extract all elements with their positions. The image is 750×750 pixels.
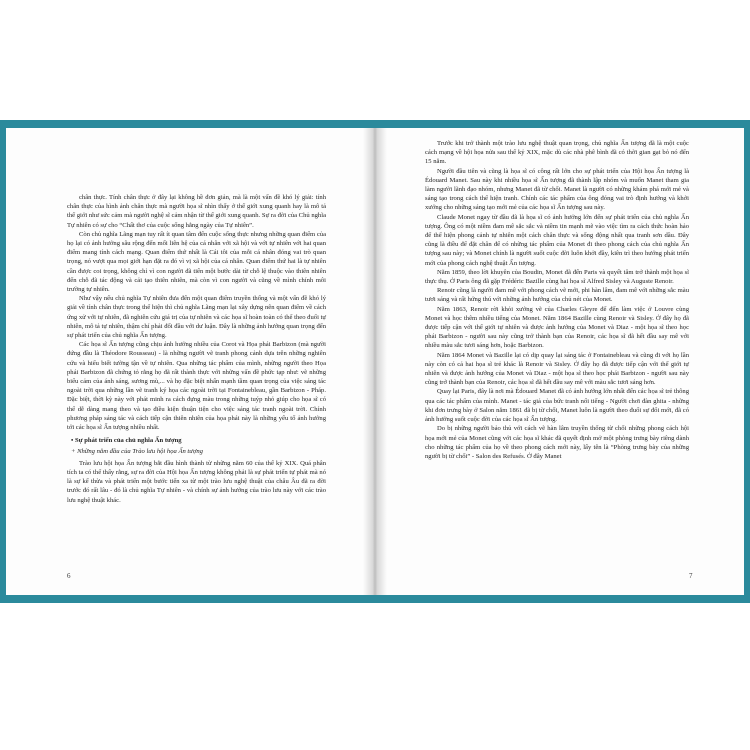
left-paragraph-5: Trào lưu hội họa Ấn tượng bắt đầu hình thành từ những năm 60 của thế kỷ XIX. Quá phân tích ta có thể thấy rằng, sự ra đời của Hội họa Ấn tượng không phải là sự phát triển tự phát mà nó là sự kế thừa và phát triển một bước tiến xa từ một trào lưu nghệ thuật của châu Âu đã ra đời trước đó rất lâu - đó là chủ nghĩa Tự nhiên - và chính sự ảnh hưởng của trào lưu này với các trào lưu nghệ thuật khác. [67, 459, 326, 504]
left-paragraph-2: Còn chủ nghĩa Lãng mạn tuy rất ít quan tâm đến cuộc sống thực nhưng những quan điểm của họ lại có ảnh hưởng sâu rộng đến mối liên hệ của cá nhân với xã hội và với tự nhiên với hai quan điểm mang tính cách mạng. Quan điểm thứ nhất là Cái tôi của mỗi cá nhân đóng vai trò quan trọng, nó vượt qua mọi giới hạn đặt ra đó vì vị xã hội của cá nhân. Quan điểm thứ hai là tự nhiên cần được coi trọng, không chỉ vì con người đã tiến một bước dài từ chỗ lệ thuộc vào thiên nhiên đến chỗ đã tác động và cải tạo thiên nhiên, mà còn vì con người và cũng về mình chính môi trường tự nhiên. [67, 230, 326, 294]
book-spread [6, 128, 744, 595]
right-paragraph-8: Quay lại Paris, đây là nơi mà Édouard Manet đã có ảnh hưởng lớn nhất đến các họa sĩ trẻ thông qua các tác phẩm của mình. Manet - tác giả của bức tranh nổi tiếng - Người chơi đàn ghita - những khi đơn trưng bày ở Salon năm 1861 đã bị từ chối, Manet luôn là người theo đuổi sự đổi mới, đã có ảnh hưởng suốt cuộc đời của các họa sĩ Ấn tượng. [425, 388, 689, 424]
right-paragraph-9: Do bị những người bảo thủ với cách vẽ hàn lâm truyền thống từ chối những phong cách hội họa mới mẻ của Monet cũng với các họa sĩ khác đã quyết định mở một phòng trưng bày riêng dành cho những tác phẩm của họ về theo phong cách mới này, lấy tên là “Phòng trưng bày của những người bị từ chối” - Salon des Refusés. Ở đây Manet [425, 425, 689, 460]
right-paragraph-5: Renoir cũng là người đam mê với phong cách vẽ mới, phi hàn lâm, đam mê với những sắc màu tươi sáng và rất hứng thú với những ảnh hưởng của chủ nét của Monet. [425, 287, 689, 304]
left-paragraph-3: Như vậy nếu chủ nghĩa Tự nhiên đưa đến một quan điểm truyền thống và một vấn đề khó lý giải về tính chân thực trong thể hiện thì chủ nghĩa Lãng mạn lại xây dựng nên quan điểm về cách ứng xử với tự nhiên, đã nghiên cứu giá trị của tự nhiên và các họa sĩ hoàn toàn có thể theo đuổi tự nhiên, mô tả tự nhiên, thậm chí phải đối đầu với dư luận. Đây là những ảnh hưởng quan trọng đến sự phát triển của chủ nghĩa Ấn tượng. [67, 295, 326, 340]
right-paragraph-3: Claude Monet ngay từ đầu đã là họa sĩ có ảnh hưởng lớn đến sự phát triển của chủ nghĩa Ấn tượng. Ông có một niềm đam mê sắc sắc và niềm tin mạnh mẽ vào việc tìm ra cách thức hoàn hảo để thể hiện phong cảnh tự nhiên một cách chân thực và sống động nhất qua tranh sơn dầu. Đây cũng là điều để đặt chân để có những tác phẩm của Monet đi theo phong cách của chủ nghĩa Ấn tượng sau này; và Monet chính là người suốt cuộc đời luôn khởi đầy, kiên trì theo hướng phát triển mới của phong cách nghệ thuật Ấn tượng. [425, 213, 689, 267]
section-subheading: + Những năm đầu của Trào lưu hội họa Ấn tượng [71, 448, 203, 456]
left-page [6, 128, 371, 595]
right-paragraph-1: Trước khi trở thành một trào lưu nghệ thuật quan trọng, chủ nghĩa Ấn tượng đã là một cuộc cách mạng về hội họa nửa sau thế kỷ XIX, mặc dù các nhà phê bình đã có thời gian gạt bỏ nó đến 15 năm. [425, 140, 689, 166]
right-page [379, 128, 744, 595]
right-page-text [425, 139, 689, 461]
right-paragraph-2: Người đầu tiên và cũng là họa sĩ có công rất lớn cho sự phát triển của Hội họa Ấn tượng là Édouard Manet. Sau này khi nhiều họa sĩ Ấn tượng đã thành lập nhóm và muốn Manet tham gia làm người lãnh đạo nhóm, nhưng Manet đã từ chối. Manet là người có những khám phá mới mẻ và sáng tạo trong cách thể hiện tranh. Chính các tác phẩm của ông đóng vai trò định hướng và khởi xướng cho những sáng tạo mới mẻ của các họa sĩ Ấn tượng sau này. [425, 167, 689, 212]
left-page-number: 6 [67, 572, 71, 580]
left-paragraph-4: Các họa sĩ Ấn tượng cũng chịu ảnh hưởng nhiều của Corot và Họa phái Barbizon (mà người đứng đầu là Théodore Rousseau) - là những người vẽ tranh phong cảnh dựa trên những nghiên cứu và hiểu biết tường tận về tự nhiên. Qua những tác phẩm của mình, những người theo Họa phái Barbizon đã chứng tỏ rằng họ đã rất thành thực với những vấn đề phức tạp như: vẽ những biểu cảm của ánh sáng, sương mù,... và họ đặc biệt nhấn mạnh tầm quan trọng của việc sáng tác ngoài trời qua những lần vẽ tranh ký họa các ngoài trời tại Fontainebleau, gần Barbizon - Pháp. Đặc biệt, thời kỳ này với phát minh ra cách đựng màu trong những tuýp nhỏ giúp cho họa sĩ có thể dễ dàng mang theo và tạo điều kiện thuận tiện cho việc sáng tác tranh ngoài trời. Chính phương pháp sáng tác và cách tiếp cận thiên nhiên của họa phái này là những yếu tố ảnh hưởng tới các họa sĩ Ấn tượng nhiều nhất. [67, 341, 326, 432]
right-paragraph-7: Năm 1864 Monet và Bazille lại có dịp quay lại sáng tác ở Fontainebleau và cũng đi với họ lần này còn có cả hai họa sĩ trẻ khác là Renoir và Sisley. Ở đây họ đã được tiếp cận với thế giới tự nhiên và được ảnh hưởng của Monet và Diaz - một họa sĩ theo học phái Barbizon - người sau này cũng trở thành bạn của Renoir, các họa sĩ đã hết đầu say mê với màu sắc tươi sáng hơn. [425, 351, 689, 387]
left-paragraph-1: chân thực. Tính chân thực ở đây lại không hề đơn giản, mà là một vấn đề khó lý giải: tính chân thực của hình ảnh chân thực mà người họa sĩ nhìn thấy ở thế giới xung quanh hay là mô tả thế giới như sức cảm mà người nghệ sĩ cảm nhận từ thế giới xung quanh. Sự ra đời của Chủ nghĩa Tự nhiên có sự cho “Chất thơ của cuộc sống hằng ngày của Tự nhiên”. [67, 194, 326, 229]
right-paragraph-4: Năm 1859, theo lời khuyên của Boudin, Monet đã đến Paris và quyết tâm trở thành một họa sĩ thực thụ. Ở Paris ông đã gặp Frédéric Bazille cùng hai họa sĩ Alfred Sisley và Auguste Renoir. [425, 268, 689, 286]
right-paragraph-6: Năm 1863, Renoir rời khỏi xưởng vẽ của Charles Gleyre để đến làm việc ở Louvre cùng Monet và học thêm nhiều tiếng của Monet. Năm 1864 Bazille cùng Renoir và Sisley. Ở đây họ đã được tiếp cận với thế giới tự nhiên và được ảnh hưởng của Monet và Diaz - một họa sĩ theo học phái Barbizon - người sau này cũng trở thành bạn của Renoir, các họa sĩ đã hết đầu say mê với nhiều màu sắc tươi sáng hơn, hoặc Barbizon. [425, 305, 689, 350]
left-page-text [67, 193, 326, 505]
book-gutter [363, 128, 387, 595]
section-heading: • Sự phát triển của chủ nghĩa Ấn tượng [71, 437, 182, 445]
right-page-number: 7 [689, 572, 693, 580]
